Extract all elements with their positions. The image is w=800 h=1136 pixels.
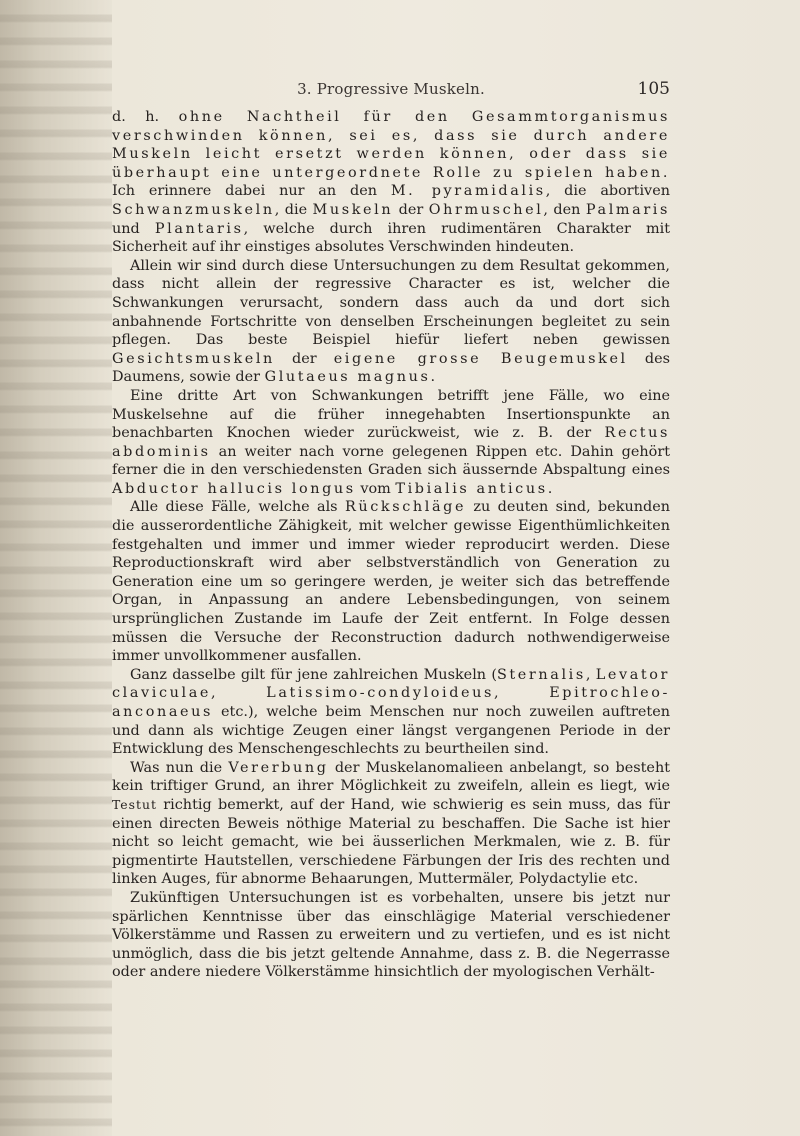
spaced-term: Glutaeus magnus [264, 369, 431, 386]
text-run: Eine dritte Art von Schwankungen betrifft jene Fälle, wo eine Muskelsehne auf die früher innegehabten Insertionspunkte an benachbarten Knochen wieder zurückweist, wie z. B. der [112, 387, 670, 442]
spaced-term: Rectus abdominis [112, 425, 670, 460]
text-run: richtig bemerkt, auf der Hand, wie schwierig es sein muss, das für einen directen Beweis nöthige Material zu beschaffen. Die Sache ist hier nicht so leicht gemacht, wie bei äusserlichen Merkmalen, wie z. B. für pigmentirte Hautstellen, verschiedene Färbungen der Iris des rechten und linken Auges, für abnorme Behaarungen, Muttermäler, Polydactylie etc. [112, 796, 670, 888]
page-bleed-through [0, 0, 112, 1136]
text-run: der Muskelanomalieen anbelangt, so besteht kein triftiger Grund, an ihrer Möglichkeit zu zweifeln, allein es liegt, wie [112, 759, 670, 795]
text-run: an weiter nach vorne gelegenen Rippen etc. Dahin gehört ferner die in den verschiedensten Graden sich äussernde Abspaltung eines [112, 443, 670, 479]
spaced-term: Muskeln [312, 201, 394, 218]
spaced-term: eigene grosse Beugemuskel [333, 350, 628, 367]
paragraph [112, 666, 670, 759]
spaced-term: Epitrochleo-anconaeus [112, 685, 671, 720]
spaced-term: ohne Nachtheil für den Gesammtorganismus verschwinden können, sei es, dass sie durch andere Muskeln leicht ersetzt werden können, oder dass sie überhaupt eine untergeordnete Rolle zu spielen haben. [112, 109, 670, 181]
spaced-term: Palmaris [585, 201, 670, 218]
text-run: vom [355, 480, 396, 497]
text-run: zu deuten sind, bekunden die ausserordentliche Zähigkeit, mit welcher gewisse Eigenthümlichkeiten festgehalten und immer und immer wieder reproducirt werden. Diese Reproductionskraft wird aber selbstverständlich von Generation zu Generation eine um so geringere werden, je weiter sich das betreffende Organ, in Anpassung an andere Lebensbedingungen, von seinem ursprünglichen Zustande im Laufe der Zeit entfernt. In Folge dessen müssen die Versuche der Reconstruction dadurch nothwendigerweise immer unvollkommener ausfallen. [112, 499, 670, 665]
spaced-term: Vererbung [228, 759, 329, 776]
paragraph [112, 257, 670, 387]
text-run: Alle diese Fälle, welche als [130, 499, 345, 516]
page-header [112, 80, 670, 102]
spaced-term: Rückschläge [344, 499, 467, 516]
paragraph [112, 387, 670, 499]
text-run: , die [274, 201, 313, 218]
spaced-term: Schwanzmuskeln [112, 201, 275, 218]
text-run: , [494, 685, 550, 702]
spaced-term: Latissimo-condyloideus [266, 685, 495, 702]
text-run: . [430, 369, 436, 386]
text-run: Was nun die [130, 759, 229, 776]
text-run: Allein wir sind durch diese Untersuchungen zu dem Resultat gekommen, dass nicht allein der regressive Character es ist, welcher die Schwankungen verursacht, sondern dass auch da und dort sich anbahnende Fortschritte von denselben Erscheinungen begleitet zu sein pflegen. Das beste Beispiel hiefür liefert neben gewissen [112, 257, 670, 349]
spaced-term: Levator claviculae [112, 666, 670, 702]
paragraph [112, 889, 670, 982]
text-run: und [112, 220, 155, 237]
spaced-term: Ohrmuschel [428, 201, 544, 218]
text-run: , die abortiven [545, 183, 670, 200]
spaced-term: Plantaris [154, 220, 244, 237]
paragraph [112, 108, 670, 257]
spaced-term: Sternalis [496, 666, 586, 683]
running-title: 3. Progressive Muskeln. [297, 80, 485, 98]
body-text [112, 108, 670, 982]
text-run: der [274, 350, 334, 367]
text-run: des Daumens, sowie der [112, 350, 670, 386]
spaced-term: M. pyramidalis [390, 183, 546, 200]
text-run: . [547, 480, 553, 497]
text-run: d. h. [112, 109, 179, 125]
text-run: Ich erinnere dabei nur an den [112, 183, 391, 200]
text-run: etc.), welche beim Menschen nur noch zuweilen auftreten und dann als wichtige Zeugen einer längst vergangenen Periode in der Entwicklung des Menschengeschlechts zu beurtheilen sind. [112, 704, 670, 758]
paragraph [112, 498, 670, 665]
text-run: , welche durch ihren rudimentären Charakter mit Sicherheit auf ihr einstiges absolutes Verschwinden hindeuten. [112, 220, 670, 256]
text-run: Zukünftigen Untersuchungen ist es vorbehalten, unsere bis jetzt nur spärlichen Kenntnisse über das einschlägige Material verschiedener Völkerstämme und Rassen zu erweitern und zu vertiefen, und es ist nicht unmöglich, dass die bis jetzt geltende Annahme, dass z. B. die Negerrasse oder andere niedere Völkerstämme hinsichtlich der myologischen Verhält- [112, 889, 670, 981]
paragraph [112, 759, 670, 889]
page-number: 105 [637, 79, 670, 99]
spaced-term: Tibialis anticus [395, 480, 548, 497]
spaced-term: Gesichtsmuskeln [112, 350, 275, 367]
text-run: , [211, 685, 267, 702]
text-run: der [393, 201, 429, 218]
spaced-term: Abductor hallucis longus [112, 480, 356, 497]
text-run: , den [543, 201, 586, 218]
text-run: , [585, 666, 596, 683]
text-run: Ganz dasselbe gilt für jene zahlreichen Muskeln ( [130, 666, 497, 683]
author-name: Testut [112, 796, 157, 812]
